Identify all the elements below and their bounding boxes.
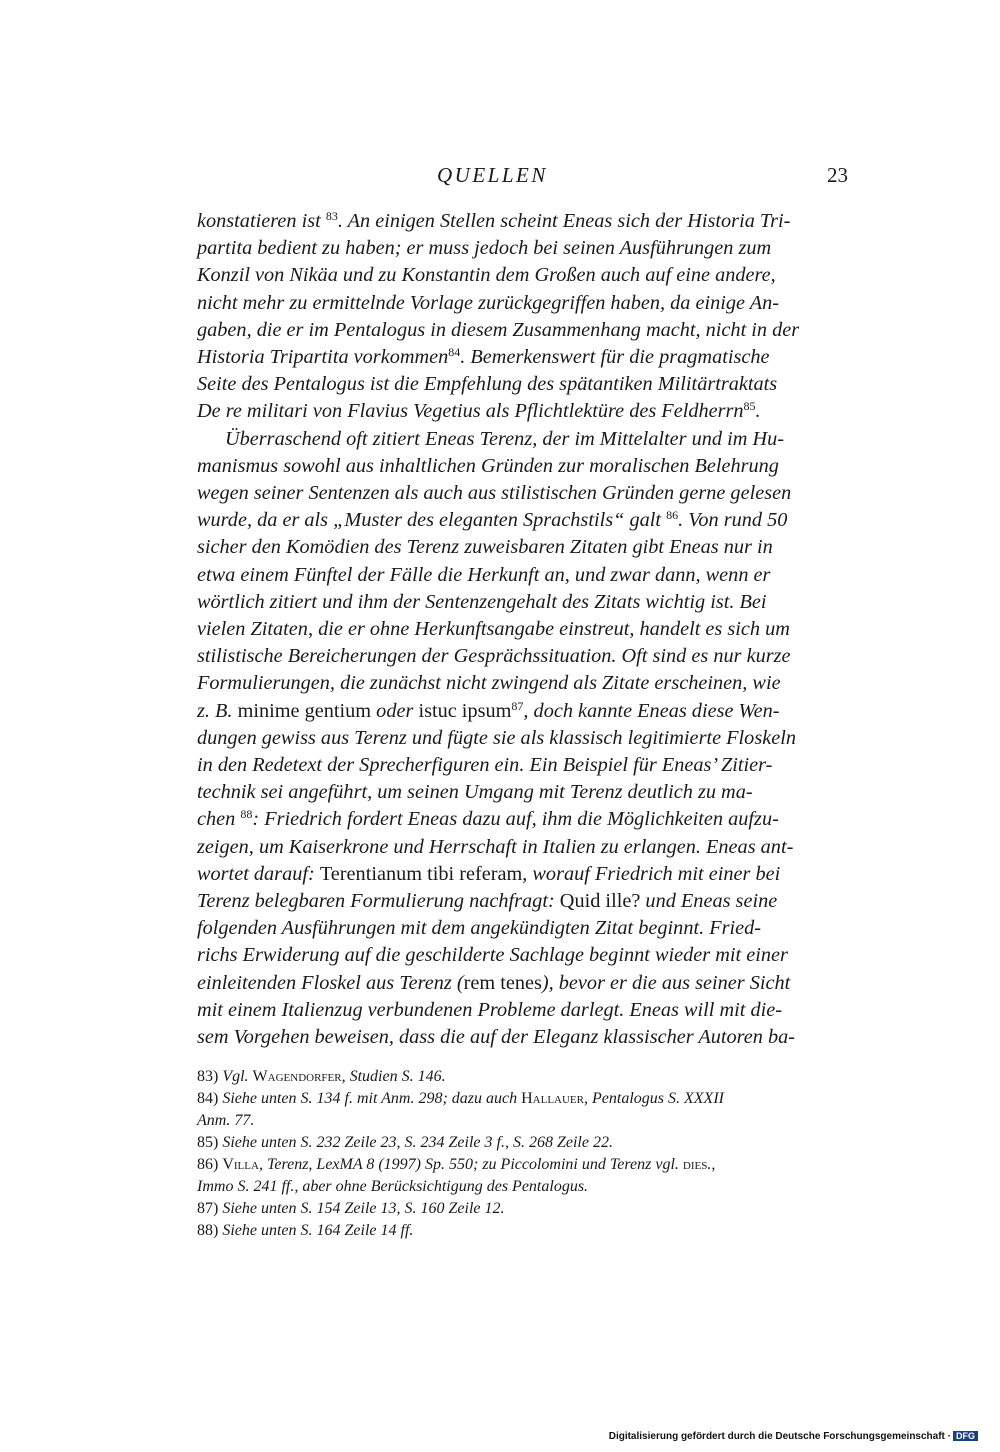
footnote-text: , Studien S. 146. <box>341 1068 446 1085</box>
text-line <box>197 888 849 915</box>
footnote-ref-88[interactable]: 88 <box>240 807 253 822</box>
latin-quote: istuc ipsum <box>418 699 512 722</box>
footnote-85 <box>197 1132 849 1154</box>
text-line: zeigen, um Kaiserkrone und Herrschaft in Italien zu erlangen. Eneas ant- <box>197 835 794 858</box>
text-segment: . Bemerkenswert für die pragmatische <box>460 346 770 369</box>
text-line: wörtlich zitiert und ihm der Sentenzengehalt des Zitats wichtig ist. Bei <box>197 590 767 613</box>
dfg-logo-icon: DFG <box>953 1431 978 1441</box>
text-segment: : Friedrich fordert Eneas dazu auf, ihm die Möglichkeiten aufzu- <box>252 808 779 831</box>
text-line: richs Erwiderung auf die geschilderte Sachlage beginnt wieder mit einer <box>197 944 788 967</box>
text-segment: chen <box>197 808 236 831</box>
text-segment: De re militari von Flavius Vegetius als Pflichtlektüre des Feldherrn <box>197 400 744 423</box>
text-line: manismus sowohl aus inhaltlichen Gründen zur moralischen Belehrung <box>197 454 779 477</box>
footnote-text: Vgl. <box>222 1068 249 1085</box>
paragraph-2 <box>197 426 849 1052</box>
text-line: sicher den Komödien des Terenz zuweisbaren Zitaten gibt Eneas nur in <box>197 536 773 559</box>
text-line <box>197 698 849 725</box>
text-line: nicht mehr zu ermittelnde Vorlage zurückgegriffen haben, da einige An- <box>197 291 780 314</box>
text-line <box>197 344 849 371</box>
footnote-number: 85) <box>197 1134 219 1151</box>
text-segment: worauf Friedrich mit einer bei <box>532 862 781 885</box>
footnotes <box>197 1066 849 1242</box>
footnote-ref-86[interactable]: 86 <box>666 508 679 523</box>
footnote-number: 86) <box>197 1156 219 1173</box>
text-line <box>197 806 849 833</box>
latin-quote: rem tenes <box>463 971 542 994</box>
text-segment: oder <box>376 699 414 722</box>
text-line: partita bedient zu haben; er muss jedoch bei seinen Ausführungen zum <box>197 237 772 260</box>
text-segment: konstatieren ist <box>197 210 321 232</box>
page-number: 23 <box>827 163 848 187</box>
text-line: technik sei angeführt, um seinen Umgang mit Terenz deutlich zu ma- <box>197 781 753 804</box>
text-segment: , doch kannte Eneas diese Wen- <box>523 699 780 722</box>
author-name: Hallauer <box>521 1090 584 1107</box>
footnote-ref-87[interactable]: 87 <box>511 698 524 713</box>
text-segment: einleitenden Floskel aus Terenz ( <box>197 971 464 994</box>
footnote-84 <box>197 1088 849 1132</box>
text-line: Überraschend oft zitiert Eneas Terenz, der im Mittelalter und im Hu- <box>225 427 785 450</box>
text-line: wegen seiner Sentenzen als auch aus stilistischen Gründen gerne gelesen <box>197 482 792 505</box>
footnote-text: ., <box>707 1156 716 1173</box>
text-line: mit einem Italienzug verbundenen Probleme darlegt. Eneas will mit die- <box>197 998 783 1021</box>
text-line: Seite des Pentalogus ist die Empfehlung des spätantiken Militärtraktats <box>197 373 778 396</box>
text-line: in den Redetext der Sprecherfiguren ein. Ein Beispiel für Eneas’ Zitier- <box>197 754 773 777</box>
text-line: dungen gewiss aus Terenz und fügte sie als klassisch legitimierte Floskeln <box>197 726 796 749</box>
latin-quote: Terentianum tibi referam, <box>319 862 528 885</box>
footnote-83 <box>197 1066 849 1088</box>
latin-quote: Quid ille? <box>559 890 641 913</box>
author-name: Wagendorfer <box>252 1068 342 1085</box>
text-line: gaben, die er im Pentalogus in diesem Zusammenhang macht, nicht in der <box>197 318 800 341</box>
footnote-number: 87) <box>197 1200 219 1217</box>
footnote-number: 83) <box>197 1068 219 1085</box>
footnote-text: Siehe unten S. 134 f. mit Anm. 298; dazu auch <box>222 1090 518 1107</box>
footnote-ref-83[interactable]: 83 <box>325 209 338 223</box>
text-segment: ), bevor er die aus seiner Sicht <box>541 971 791 994</box>
author-name: Villa <box>222 1156 259 1173</box>
text-line <box>197 507 849 534</box>
text-segment: wortet darauf: <box>197 862 315 885</box>
footnote-ref-85[interactable]: 85 <box>743 399 756 414</box>
text-segment: wurde, da er als „Muster des eleganten Sprachstils“ galt <box>197 509 662 532</box>
footnote-text: Immo S. 241 ff., aber ohne Berücksichtigung des Pentalogus. <box>197 1178 589 1195</box>
footnote-text: , Pentalogus S. XXXII <box>584 1090 724 1107</box>
text-line: stilistische Bereicherungen der Gesprächssituation. Oft sind es nur kurze <box>197 645 791 668</box>
footnote-ref-84[interactable]: 84 <box>448 345 461 360</box>
author-name: dies <box>682 1156 708 1173</box>
text-line: etwa einem Fünftel der Fälle die Herkunft an, und zwar dann, wenn er <box>197 563 771 586</box>
text-line: Konzil von Nikäa und zu Konstantin dem Großen auch auf eine andere, <box>197 264 776 287</box>
running-title: QUELLEN <box>437 163 548 187</box>
text-line: folgenden Ausführungen mit dem angekündigten Zitat beginnt. Fried- <box>197 917 762 940</box>
text-line <box>197 208 849 235</box>
text-segment: . <box>755 400 761 423</box>
footnote-text: Anm. 77. <box>197 1112 255 1129</box>
credit-text: Digitalisierung gefördert durch die Deutsche Forschungsgemeinschaft · <box>608 1431 951 1442</box>
footnote-text: Siehe unten S. 154 Zeile 13, S. 160 Zeile 12. <box>222 1200 505 1217</box>
text-line <box>197 861 849 888</box>
text-line <box>197 970 849 997</box>
text-line: Formulierungen, die zunächst nicht zwingend als Zitate erscheinen, wie <box>197 672 781 695</box>
footnote-86 <box>197 1154 849 1198</box>
footnote-text: Siehe unten S. 164 Zeile 14 ff. <box>222 1222 414 1239</box>
text-line <box>197 398 849 425</box>
footnote-number: 84) <box>197 1090 219 1107</box>
text-segment: . Von rund 50 <box>678 509 788 532</box>
latin-quote: minime gentium <box>237 699 372 722</box>
text-segment: z. B. <box>197 699 233 722</box>
paragraph-1 <box>197 208 849 426</box>
footnote-number: 88) <box>197 1222 219 1239</box>
text-segment: Terenz belegbaren Formulierung nachfragt: <box>197 890 555 913</box>
footnote-text: Siehe unten S. 232 Zeile 23, S. 234 Zeile 3 f., S. 268 Zeile 22. <box>222 1134 613 1151</box>
text-segment: Historia Tripartita vorkommen <box>197 346 449 369</box>
digitization-credit <box>609 1431 978 1442</box>
footnote-88 <box>197 1220 849 1242</box>
body-text <box>197 208 849 1051</box>
text-segment: . An einigen Stellen scheint Eneas sich der Historia Tri- <box>337 210 791 232</box>
footnote-87 <box>197 1198 849 1220</box>
footnote-text: , Terenz, LexMA 8 (1997) Sp. 550; zu Piccolomini und Terenz vgl. <box>258 1156 679 1173</box>
text-line: vielen Zitaten, die er ohne Herkunftsangabe einstreut, handelt es sich um <box>197 618 790 641</box>
page-header <box>0 163 1000 193</box>
text-line: sem Vorgehen beweisen, dass die auf der Eleganz klassischer Autoren ba- <box>197 1026 796 1049</box>
text-segment: und Eneas seine <box>645 890 778 913</box>
